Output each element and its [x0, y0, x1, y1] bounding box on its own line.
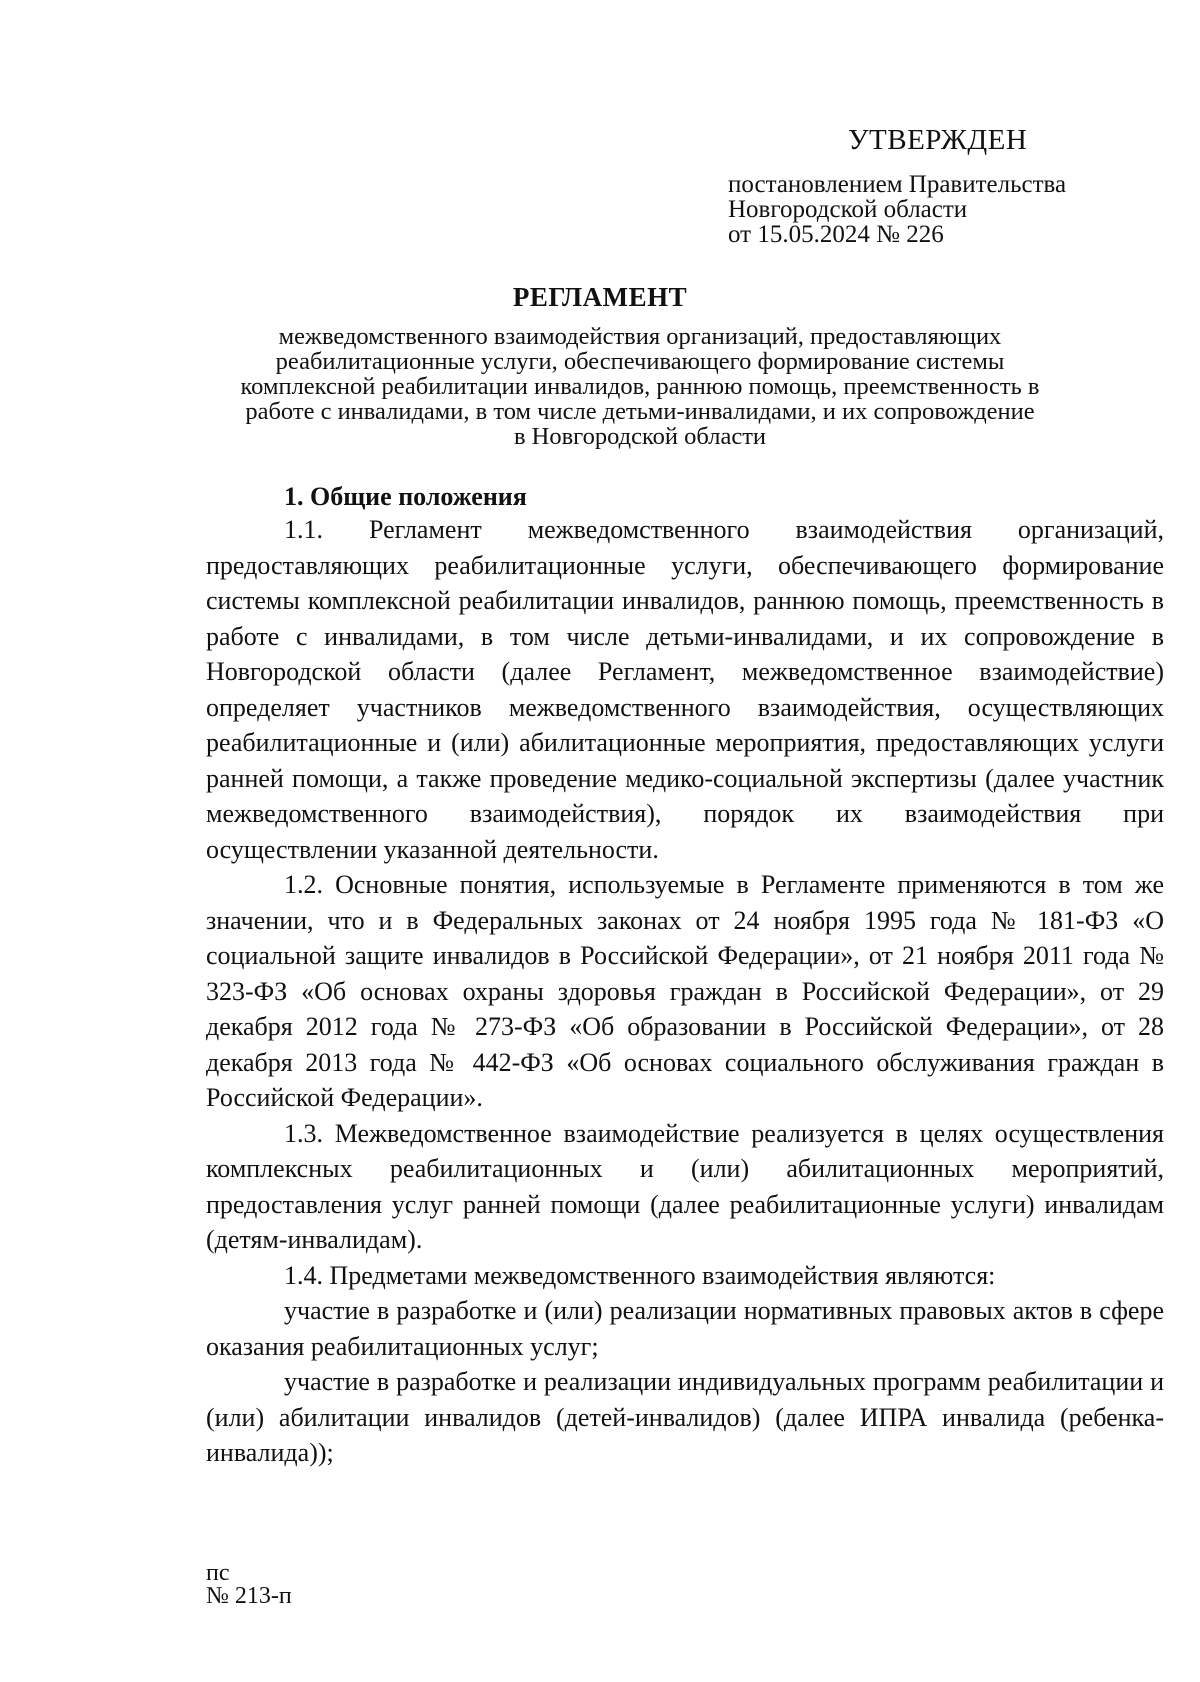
paragraph-1-2: 1.2. Основные понятия, используемые в Регламенте применяются в том же значении, что и в Федеральных законах от 24 ноября 1995 года № 181-ФЗ «О социальной защите инвалидов в Российской Федерации», от 21 ноября 2011 года № 323-ФЗ «Об основах охраны здоровья граждан в Российской Федерации», от 29 декабря 2012 года № 273-ФЗ «Об образовании в Российской Федерации», от 28 декабря 2013 года № 442-ФЗ «Об основах социального обслуживания граждан в Российской Федерации». [206, 870, 1164, 1112]
document-subtitle [200, 324, 1080, 449]
paragraph-1-3: 1.3. Межведомственное взаимодействие реализуется в целях осуществления комплексных реабилитационных и (или) абилитационных мероприятий, предоставления услуг ранней помощи (далее реабилитационные услуги) инвалидам (детям-инвалидам). [206, 1118, 1164, 1254]
subtitle-line: реабилитационные услуги, обеспечивающего формирование системы [275, 348, 1005, 375]
paragraph-1-1: 1.1. Регламент межведомственного взаимодействия организаций, предоставляющих реабилитационные услуги, обеспечивающего формирование системы комплексной реабилитации инвалидов, раннюю помощь, преемственность в работе с инвалидами, в том числе детьми-инвалидами, и их сопровождение в Новгородской области (далее Регламент, межведомственное взаимодействие) определяет участников межведомственного взаимодействия, осуществляющих реабилитационные и (или) абилитационные мероприятия, предоставляющих услуги ранней помощи, а также проведение медико-социальной экспертизы (далее участник межведомственного взаимодействия), порядок их взаимодействия при осуществлении указанной деятельности. [206, 515, 1164, 864]
approval-line-3: от 15.05.2024 № 226 [728, 221, 944, 248]
subtitle-line: в Новгородской области [513, 423, 767, 450]
list-item: участие в разработке и (или) реализации нормативных правовых актов в сфере оказания реабилитационных услуг; [206, 1296, 1164, 1361]
approval-line-2: Новгородской области [728, 196, 968, 223]
subtitle-line: межведомственного взаимодействия организаций, предоставляющих [278, 323, 1002, 350]
footer-line-2: № 213-п [206, 1583, 292, 1609]
list-item: участие в разработке и реализации индивидуальных программ реабилитации и (или) абилитации инвалидов (детей-инвалидов) (далее ИПРА инвалида (ребенка-инвалида)); [206, 1367, 1164, 1467]
document-title: РЕГЛАМЕНТ [512, 282, 688, 312]
paragraph-1-4: 1.4. Предметами межведомственного взаимодействия являются: [284, 1260, 996, 1290]
footer-line-1: пс [206, 1560, 230, 1586]
body-text [206, 512, 1164, 1471]
approval-heading: УТВЕРЖДЕН [848, 124, 1028, 156]
section-heading: 1. Общие положения [284, 482, 527, 511]
approval-block [728, 122, 1168, 247]
footer-note [206, 1562, 292, 1608]
subtitle-line: комплексной реабилитации инвалидов, раннюю помощь, преемственность в [240, 373, 1040, 400]
approval-line-1: постановлением Правительства [728, 171, 1067, 198]
subtitle-line: работе с инвалидами, в том числе детьми-инвалидами, и их сопровождение [245, 398, 1035, 425]
